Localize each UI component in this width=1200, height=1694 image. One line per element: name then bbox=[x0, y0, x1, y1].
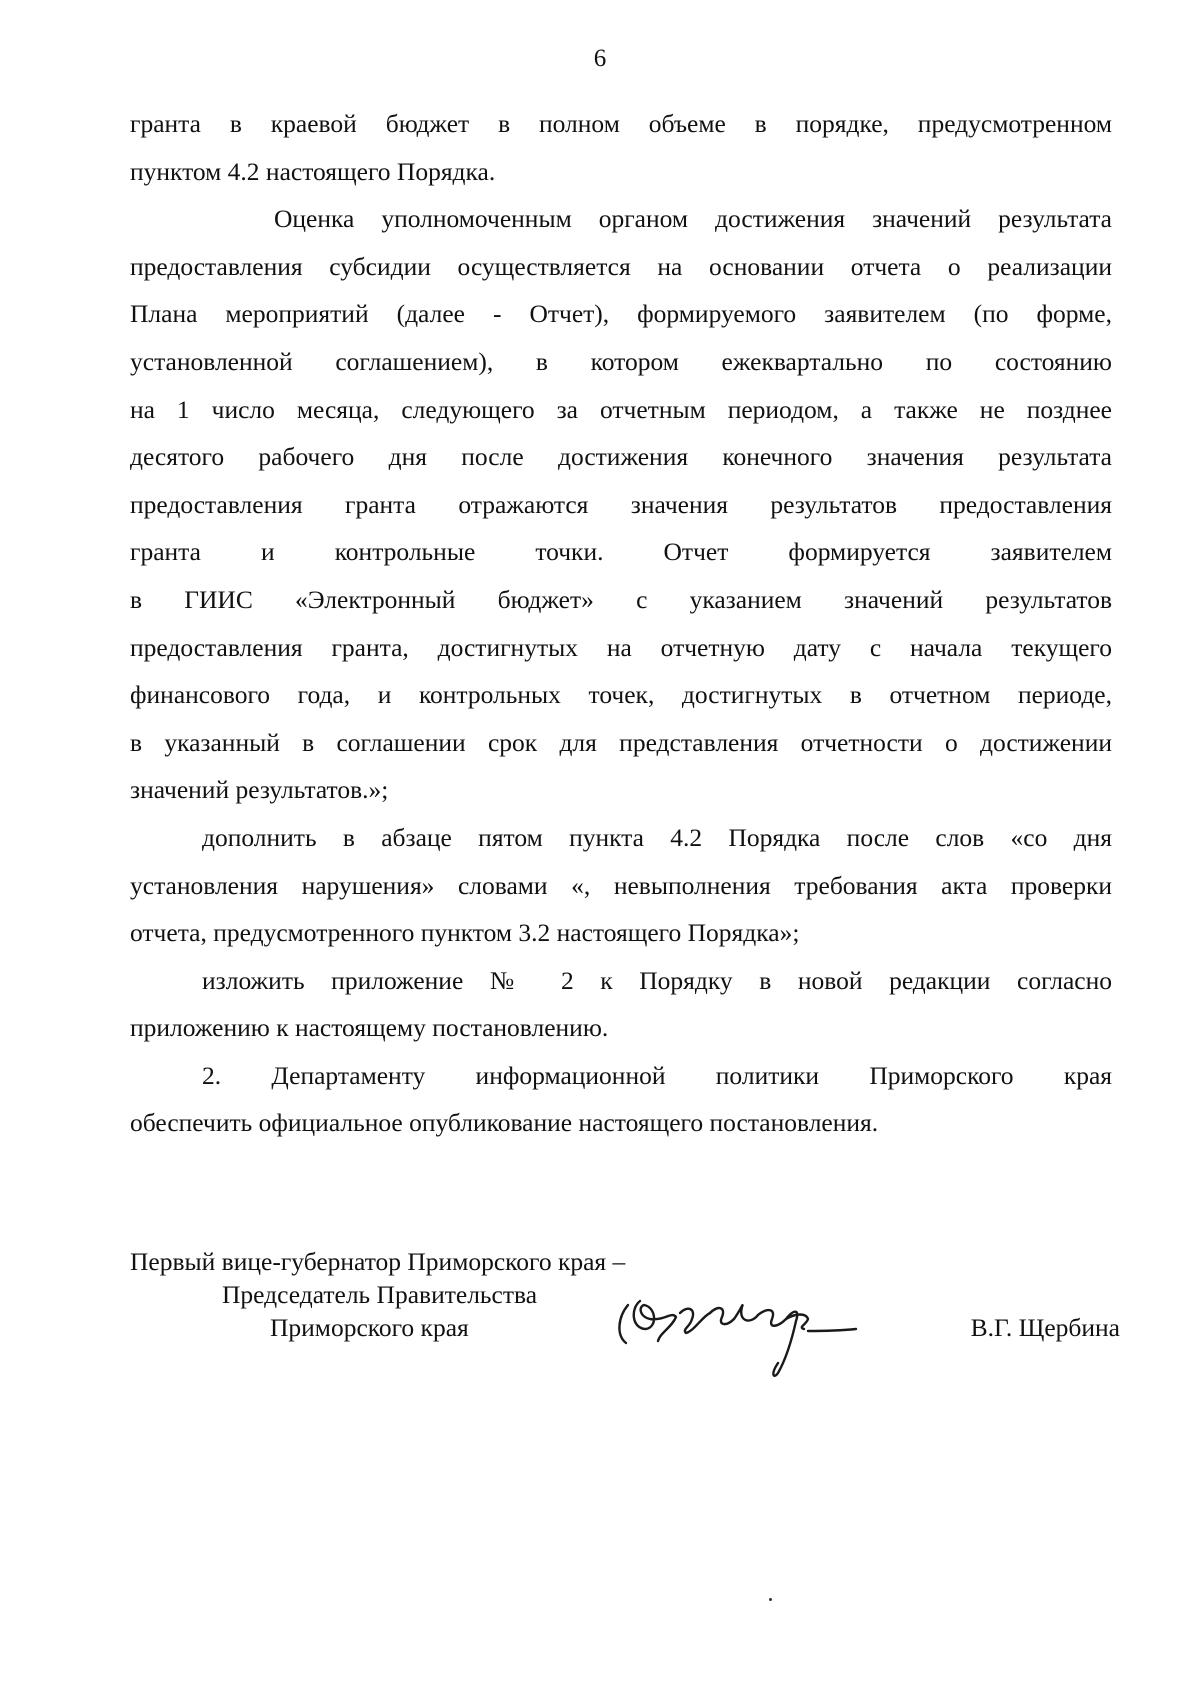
text-line: гранта и контрольные точки. Отчет формируется заявителем bbox=[130, 537, 1112, 567]
text-line: в ГИИС «Электронный бюджет» с указанием значений результатов bbox=[130, 584, 1112, 614]
signer-position-line1: Первый вице-губернатор Приморского края – bbox=[130, 1247, 626, 1276]
text-line: финансового года, и контрольных точек, достигнутых в отчетном периоде, bbox=[130, 680, 1112, 710]
text-line: установления нарушения» словами «, невыполнения требования акта проверки bbox=[130, 870, 1112, 900]
page-number: 6 bbox=[593, 45, 607, 72]
text-line: дополнить в абзаце пятом пункта 4.2 Порядка после слов «со дня bbox=[202, 822, 1112, 852]
handwritten-signature bbox=[610, 1287, 910, 1387]
paragraph-3 bbox=[130, 814, 1112, 957]
text-line: десятого рабочего дня после достижения конечного значения результата bbox=[130, 442, 1112, 472]
text-line: отчета, предусмотренного пунктом 3.2 настоящего Порядка»; bbox=[130, 918, 800, 948]
text-line: установленной соглашением), в котором ежеквартально по состоянию bbox=[130, 346, 1112, 376]
document-body bbox=[130, 100, 1112, 1147]
text-line: предоставления субсидии осуществляется на основании отчета о реализации bbox=[130, 251, 1112, 281]
text-line: 2. Департаменту информационной политики Приморского края bbox=[202, 1060, 1112, 1090]
text-line: предоставления гранта отражаются значения результатов предоставления bbox=[130, 489, 1112, 519]
text-line: приложению к настоящему постановлению. bbox=[130, 1013, 609, 1043]
text-line: предоставления гранта, достигнутых на отчетную дату с начала текущего bbox=[130, 632, 1112, 662]
paragraph-4 bbox=[130, 957, 1112, 1052]
signer-position-line2: Председатель Правительства bbox=[222, 1280, 538, 1309]
text-line: гранта в краевой бюджет в полном объеме в порядке, предусмотренном bbox=[130, 109, 1112, 138]
text-line: обеспечить официальное опубликование настоящего постановления. bbox=[130, 1108, 879, 1138]
text-line: в указанный в соглашении срок для представления отчетности о достижении bbox=[130, 727, 1112, 757]
text-line: изложить приложение № 2 к Порядку в новой редакции согласно bbox=[202, 965, 1112, 995]
text-line: на 1 число месяца, следующего за отчетным периодом, а также не позднее bbox=[130, 394, 1112, 424]
paragraph-5 bbox=[130, 1052, 1112, 1147]
text-line: значений результатов.»; bbox=[130, 775, 389, 805]
text-line: Оценка уполномоченным органом достижения значений результата bbox=[274, 204, 1112, 234]
text-line: Плана мероприятий (далее - Отчет), формируемого заявителем (по форме, bbox=[130, 299, 1112, 329]
signer-name: В.Г. Щербина bbox=[970, 1313, 1120, 1342]
signer-position-line3: Приморского края bbox=[270, 1313, 469, 1342]
signature-block bbox=[130, 1245, 1120, 1385]
stray-dot bbox=[769, 1598, 772, 1601]
paragraph-2 bbox=[130, 195, 1112, 814]
paragraph-1 bbox=[130, 100, 1112, 195]
text-line: пунктом 4.2 настоящего Порядка. bbox=[130, 156, 496, 186]
